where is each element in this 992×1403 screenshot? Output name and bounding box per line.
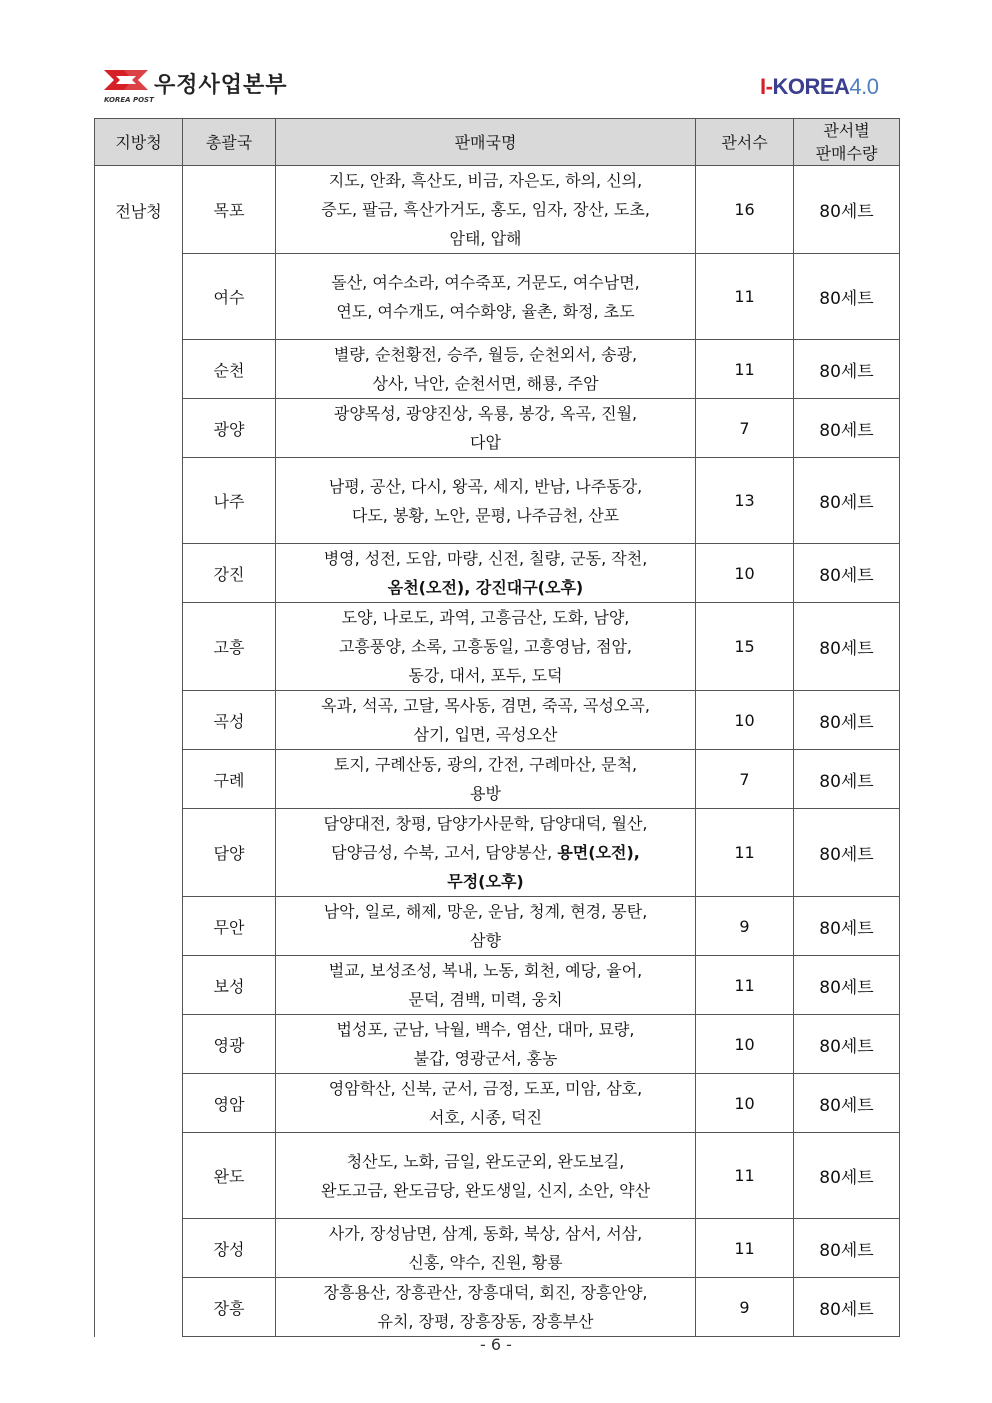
office-cell: 고흥 [183,603,276,691]
table-row [95,1015,900,1074]
table-row [95,399,900,458]
col-header-post-offices: 판매국명 [276,119,696,166]
korea-post-logo [102,66,302,106]
quantity-cell: 80세트 [794,809,900,897]
quantity-cell: 80세트 [794,399,900,458]
table-row [95,750,900,809]
office-cell: 강진 [183,544,276,603]
post-office-names-cell [276,458,696,544]
table-row [95,603,900,691]
office-cell: 광양 [183,399,276,458]
region-cell: 전남청 [95,166,183,1337]
table-row [95,1133,900,1219]
quantity-cell: 80세트 [794,1074,900,1133]
post-office-names-cell [276,1278,696,1337]
office-count-cell: 11 [696,956,794,1015]
post-office-names-cell [276,956,696,1015]
table-row [95,544,900,603]
office-count-cell: 10 [696,691,794,750]
post-office-names-text: 사가, 장성남면, 삼계, 동화, 북상, 삼서, 서삼, [328,1224,643,1243]
col-header-quantity-label: 관서별 판매수량 [815,121,878,163]
post-office-names-cell [276,1219,696,1278]
post-office-names-text: 고흥풍양, 소록, 고흥동일, 고흥영남, 점암, [338,637,633,656]
quantity-cell: 80세트 [794,1278,900,1337]
org-subtitle: KOREA POST [104,96,154,104]
post-office-names-text: 용방 [470,784,501,803]
post-office-names-text: 다압 [470,433,501,452]
post-office-names-text: 무정(오후) [447,872,524,891]
post-office-names-text: 옥과, 석곡, 고달, 목사동, 겸면, 죽곡, 곡성오곡, [321,696,650,715]
post-office-names-text: 법성포, 군남, 낙월, 백수, 염산, 대마, 묘량, [336,1020,635,1039]
office-count-cell: 15 [696,603,794,691]
office-cell: 나주 [183,458,276,544]
post-office-names-text: 지도, 안좌, 흑산도, 비금, 자은도, 하의, 신의, [328,171,643,190]
post-office-names-text: 삼기, 입면, 곡성오산 [413,725,558,744]
office-count-cell: 10 [696,1074,794,1133]
post-office-names-text: 돌산, 여수소라, 여수죽포, 거문도, 여수남면, [331,272,640,292]
office-cell: 담양 [183,809,276,897]
office-cell: 목포 [183,166,276,254]
post-office-names-text: 벌교, 보성조성, 복내, 노동, 회천, 예당, 율어, [328,961,643,980]
office-count-cell: 11 [696,809,794,897]
office-count-cell: 11 [696,340,794,399]
quantity-cell: 80세트 [794,750,900,809]
brand-version: 4.0 [849,74,879,99]
post-office-names-cell [276,897,696,956]
post-office-names-text: 토지, 구례산동, 광의, 간전, 구례마산, 문척, [333,755,638,774]
table-row [95,691,900,750]
table-row [95,340,900,399]
post-office-names-cell [276,1133,696,1219]
quantity-cell: 80세트 [794,1015,900,1074]
post-office-names-text: 연도, 여수개도, 여수화양, 율촌, 화정, 초도 [336,301,635,321]
col-header-region: 지방청 [95,119,183,166]
office-cell: 보성 [183,956,276,1015]
post-office-names-text: 담양대전, 창평, 담양가사문학, 담양대덕, 월산, [323,814,648,833]
post-office-names-text: 상사, 낙안, 순천서면, 해룡, 주암 [372,374,599,393]
post-office-names-text: 암태, 압해 [449,229,522,248]
i-korea-logo [760,74,879,100]
office-count-cell: 9 [696,897,794,956]
office-count-cell: 16 [696,166,794,254]
quantity-cell: 80세트 [794,956,900,1015]
post-office-names-text: 유치, 장평, 장흥장동, 장흥부산 [377,1312,594,1331]
sales-office-table [94,118,900,1337]
office-count-cell: 13 [696,458,794,544]
post-office-names-text: 남평, 공산, 다시, 왕곡, 세지, 반남, 나주동강, [328,476,643,496]
office-cell: 영암 [183,1074,276,1133]
post-office-names-cell [276,603,696,691]
post-office-names-text: 서호, 시종, 덕진 [428,1108,543,1127]
post-office-names-cell [276,399,696,458]
col-header-office: 총괄국 [183,119,276,166]
office-cell: 영광 [183,1015,276,1074]
office-cell: 여수 [183,254,276,340]
post-office-names-cell [276,340,696,399]
quantity-cell: 80세트 [794,166,900,254]
office-cell: 구례 [183,750,276,809]
office-count-cell: 7 [696,399,794,458]
table-body [95,166,900,1337]
table-row [95,1219,900,1278]
quantity-cell: 80세트 [794,1133,900,1219]
col-header-quantity [794,119,900,166]
quantity-cell: 80세트 [794,603,900,691]
post-office-names-cell [276,750,696,809]
table-row [95,166,900,254]
quantity-cell: 80세트 [794,340,900,399]
post-office-names-cell [276,1074,696,1133]
post-office-names-cell [276,691,696,750]
table-row [95,809,900,897]
office-cell: 장성 [183,1219,276,1278]
post-office-names-cell [276,1015,696,1074]
office-cell: 완도 [183,1133,276,1219]
post-office-names-text: 광양목성, 광양진상, 옥룡, 봉강, 옥곡, 진월, [333,404,638,423]
quantity-cell: 80세트 [794,458,900,544]
quantity-cell: 80세트 [794,544,900,603]
office-cell: 장흥 [183,1278,276,1337]
office-count-cell: 10 [696,544,794,603]
post-office-names-text: 완도고금, 완도금당, 완도생일, 신지, 소안, 약산 [320,1180,651,1200]
col-header-count: 관서수 [696,119,794,166]
post-office-names-text: 용면(오전), [557,843,640,862]
post-office-names-cell [276,254,696,340]
post-office-names-text: 영암학산, 신북, 군서, 금정, 도포, 미암, 삼호, [328,1079,643,1098]
office-count-cell: 11 [696,1133,794,1219]
quantity-cell: 80세트 [794,254,900,340]
office-count-cell: 11 [696,254,794,340]
post-office-names-text: 담양금성, 수북, 고서, 담양봉산, [331,843,558,862]
table-row [95,1278,900,1337]
brand-i: I- [760,74,773,99]
post-office-names-text: 별량, 순천황전, 승주, 월등, 순천외서, 송광, [333,345,638,364]
table-row [95,458,900,544]
post-office-names-cell [276,166,696,254]
office-cell: 곡성 [183,691,276,750]
quantity-cell: 80세트 [794,1219,900,1278]
table-row [95,956,900,1015]
org-name: 우정사업본부 [154,73,288,98]
korea-post-emblem-icon [102,66,152,98]
post-office-names-text: 증도, 팔금, 흑산가거도, 홍도, 임자, 장산, 도초, [321,200,650,219]
post-office-names-text: 불갑, 영광군서, 홍농 [413,1049,558,1068]
office-count-cell: 11 [696,1219,794,1278]
office-cell: 순천 [183,340,276,399]
table-row [95,897,900,956]
post-office-names-cell [276,544,696,603]
page-number: - 6 - [480,1335,512,1354]
office-cell: 무안 [183,897,276,956]
post-office-names-text: 남악, 일로, 해제, 망운, 운남, 청계, 현경, 몽탄, [323,902,648,921]
office-count-cell: 10 [696,1015,794,1074]
brand-korea: KOREA [772,74,850,99]
post-office-names-text: 다도, 봉황, 노안, 문평, 나주금천, 산포 [351,505,620,525]
post-office-names-text: 문덕, 겸백, 미력, 웅치 [408,990,563,1009]
office-count-cell: 7 [696,750,794,809]
post-office-names-text: 도양, 나로도, 과역, 고흥금산, 도화, 남양, [341,608,630,627]
quantity-cell: 80세트 [794,691,900,750]
quantity-cell: 80세트 [794,897,900,956]
table-row [95,254,900,340]
office-count-cell: 9 [696,1278,794,1337]
post-office-names-text: 장흥용산, 장흥관산, 장흥대덕, 회진, 장흥안양, [323,1283,648,1302]
page-header [0,0,992,110]
table-header-row [95,119,900,166]
post-office-names-cell [276,809,696,897]
post-office-names-text: 동강, 대서, 포두, 도덕 [408,666,563,685]
post-office-names-text: 신홍, 약수, 진원, 황룡 [408,1253,563,1272]
post-office-names-text: 옴천(오전), 강진대구(오후) [387,578,584,597]
post-office-names-text: 청산도, 노화, 금일, 완도군외, 완도보길, [346,1151,625,1171]
post-office-names-text: 삼향 [470,931,501,950]
table-row [95,1074,900,1133]
post-office-names-text: 병영, 성전, 도암, 마량, 신전, 칠량, 군동, 작천, [323,549,648,568]
